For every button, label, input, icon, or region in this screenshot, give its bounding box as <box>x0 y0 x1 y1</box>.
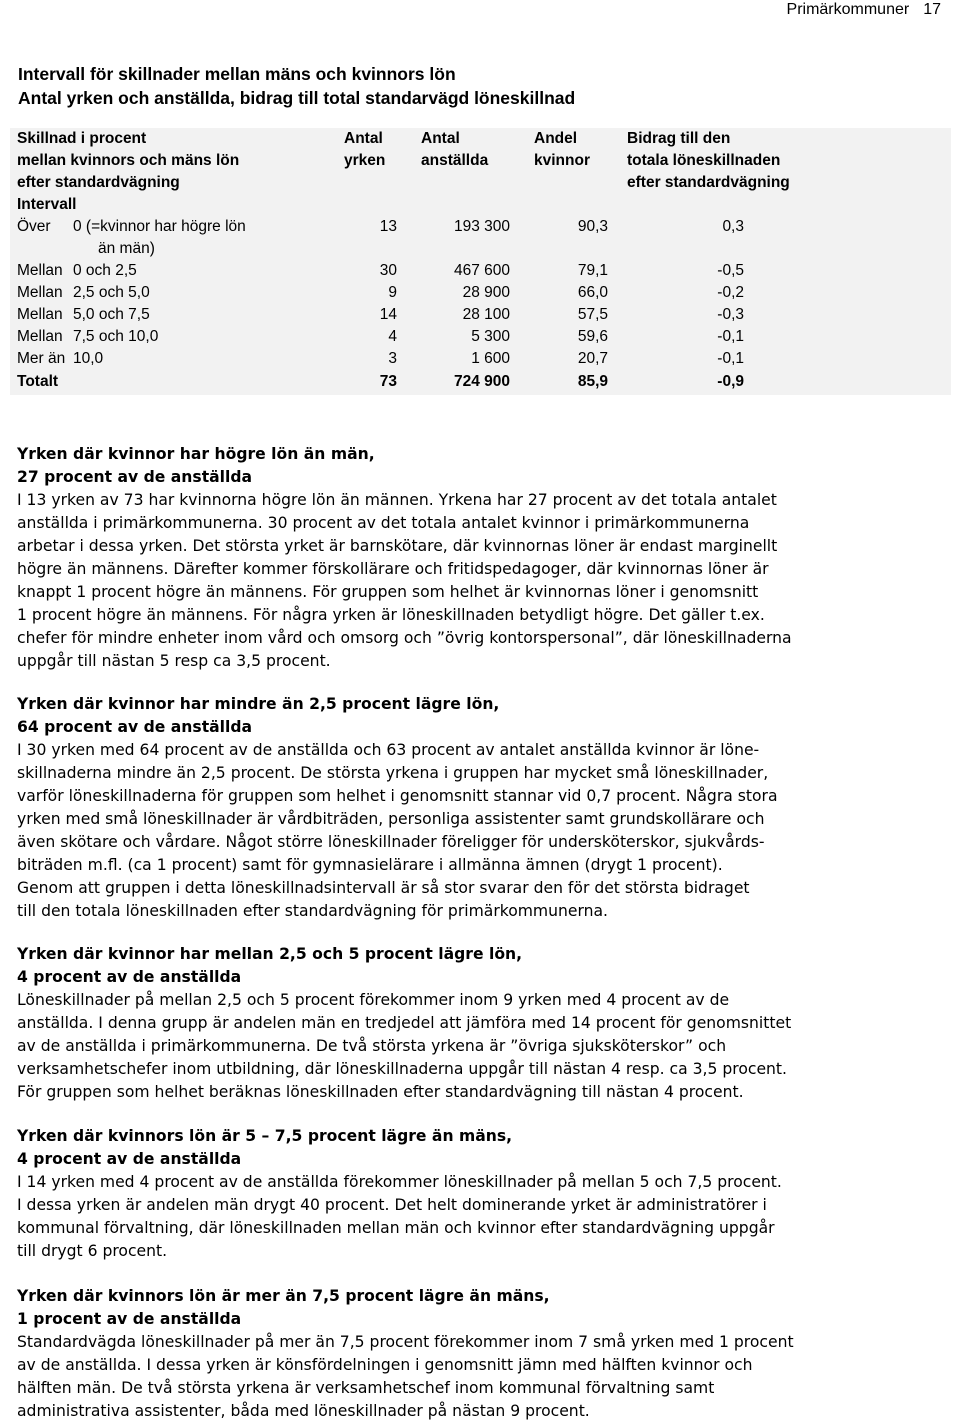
row-5-andel: 20,7 <box>577 350 608 367</box>
section-5-to-7-5 <box>17 1125 952 1263</box>
section-under-2-5 <box>17 693 952 923</box>
page-header <box>787 0 941 20</box>
row-0-range-cont: än män) <box>98 240 155 257</box>
section-5-line: av de anställda. I dessa yrken är könsfördelningen i genomsnitt jämn med hälften kvinnor och <box>17 1356 753 1374</box>
section-2-5-to-5 <box>17 943 952 1104</box>
section-4-heading-line-1: Yrken där kvinnors lön är 5 – 7,5 procent lägre än mäns, <box>17 1127 513 1145</box>
header-andel-kvinnor-line-1: Andel <box>534 130 578 147</box>
row-5-anstallda: 1 600 <box>471 350 510 367</box>
section-4-heading-line-2: 4 procent av de anställda <box>17 1150 242 1168</box>
row-0-anstallda: 193 300 <box>453 218 510 235</box>
header-bidrag-line-3: efter standardvägning <box>627 174 790 191</box>
row-2-anstallda: 28 900 <box>462 284 510 301</box>
row-1-anstallda: 467 600 <box>453 262 510 279</box>
section-5-line: administrativa assistenter, båda med löneskillnader på nästan 9 procent. <box>17 1402 590 1420</box>
row-1-label: Mellan <box>17 262 63 279</box>
section-5-heading-line-2: 1 procent av de anställda <box>17 1310 242 1328</box>
section-1-line: knappt 1 procent högre än männens. För gruppen som helhet är kvinnornas löner i genomsnitt <box>17 583 759 601</box>
header-andel-kvinnor-line-2: kvinnor <box>534 152 590 169</box>
section-2-line: biträden m.fl. (ca 1 procent) samt för gymnasielärare i allmänna ämnen (drygt 1 procent). <box>17 856 723 874</box>
section-3-line: För gruppen som helhet beräknas löneskillnaden efter standardvägning till nästan 4 procent. <box>17 1083 744 1101</box>
row-3-anstallda: 28 100 <box>462 306 510 323</box>
section-3-line: anställda. I denna grupp är andelen män en tredjedel att jämföra med 14 procent för genomsnittet <box>17 1014 792 1032</box>
row-0-yrken: 13 <box>379 218 397 235</box>
section-3-line: Löneskillnader på mellan 2,5 och 5 procent förekommer inom 9 yrken med 4 procent av de <box>17 991 730 1009</box>
section-5-line: Standardvägda löneskillnader på mer än 7,5 procent förekommer inom 7 små yrken med 1 procent <box>17 1333 794 1351</box>
section-1-line: chefer för mindre enheter inom vård och omsorg och ”övrig kontorspersonal”, där löneskillnaderna <box>17 629 792 647</box>
section-3-line: verksamhetschefer inom utbildning, där löneskillnaderna uppgår till nästan 4 resp. ca 3,5 procent. <box>17 1060 788 1078</box>
row-3-bidrag: -0,3 <box>717 306 744 323</box>
header-antal-yrken-line-2: yrken <box>344 152 386 169</box>
page-title <box>18 62 575 110</box>
row-4-yrken: 4 <box>388 328 397 345</box>
section-2-line: I 30 yrken med 64 procent av de anställda och 63 procent av antalet anställda kvinnor är löne- <box>17 741 760 759</box>
header-interval-line-3: efter standardvägning <box>17 174 180 191</box>
row-5-label: Mer än <box>17 350 66 367</box>
row-0-range: 0 (=kvinnor har högre lön <box>73 218 246 235</box>
row-4-anstallda: 5 300 <box>471 328 510 345</box>
total-andel: 85,9 <box>577 373 608 390</box>
row-4-bidrag: -0,1 <box>717 328 744 345</box>
section-2-line: även skötare och vårdare. Något större löneskillnader föreligger för undersköterskor, sjukvårds- <box>17 833 765 851</box>
header-interval-line-4: Intervall <box>17 196 77 213</box>
section-4-line: I dessa yrken är andelen män drygt 40 procent. Det helt dominerande yrket är administratörer i <box>17 1196 767 1214</box>
row-3-range: 5,0 och 7,5 <box>73 306 150 323</box>
section-higher-wage <box>17 443 952 673</box>
row-0-label: Över <box>17 218 51 235</box>
row-2-yrken: 9 <box>388 284 397 301</box>
section-2-line: till den totala löneskillnaden efter standardvägning för primärkommunerna. <box>17 902 609 920</box>
row-5-bidrag: -0,1 <box>717 350 744 367</box>
row-5-yrken: 3 <box>388 350 397 367</box>
header-antal-yrken-line-1: Antal <box>344 130 383 147</box>
section-1-line: uppgår till nästan 5 resp ca 3,5 procent. <box>17 652 331 670</box>
header-bidrag-line-2: totala löneskillnaden <box>627 152 781 169</box>
section-3-line: av de anställda i primärkommunerna. De två största yrkena är ”övriga sjuksköterskor” och <box>17 1037 727 1055</box>
section-5-line: hälften män. De två största yrkena är verksamhetschef inom kommunal förvaltning samt <box>17 1379 715 1397</box>
section-2-line: varför löneskillnaderna för gruppen som helhet i genomsnitt stannar vid 0,7 procent. Några stora <box>17 787 778 805</box>
row-2-andel: 66,0 <box>577 284 608 301</box>
total-yrken: 73 <box>379 373 397 390</box>
header-interval-line-2: mellan kvinnors och mäns lön <box>17 152 240 169</box>
section-1-heading-line-1: Yrken där kvinnor har högre lön än män, <box>17 445 375 463</box>
title-line-2: Antal yrken och anställda, bidrag till total standarvägd löneskillnad <box>18 88 576 108</box>
row-4-label: Mellan <box>17 328 63 345</box>
row-2-bidrag: -0,2 <box>717 284 744 301</box>
section-1-line: arbetar i dessa yrken. Det största yrket är barnskötare, där kvinnornas löner är endast marginellt <box>17 537 778 555</box>
section-5-heading-line-1: Yrken där kvinnors lön är mer än 7,5 procent lägre än mäns, <box>17 1287 550 1305</box>
row-4-range: 7,5 och 10,0 <box>73 328 159 345</box>
row-3-andel: 57,5 <box>577 306 608 323</box>
row-1-yrken: 30 <box>379 262 397 279</box>
section-label: Primärkommuner <box>786 1 910 18</box>
row-4-andel: 59,6 <box>577 328 608 345</box>
row-3-yrken: 14 <box>379 306 397 323</box>
section-2-heading-line-2: 64 procent av de anställda <box>17 718 253 736</box>
section-3-heading-line-2: 4 procent av de anställda <box>17 968 242 986</box>
header-interval-line-1: Skillnad i procent <box>17 130 147 147</box>
section-3-heading-line-1: Yrken där kvinnor har mellan 2,5 och 5 procent lägre lön, <box>17 945 523 963</box>
interval-table <box>10 128 951 395</box>
row-2-label: Mellan <box>17 284 63 301</box>
header-bidrag-line-1: Bidrag till den <box>627 130 731 147</box>
section-4-line: till drygt 6 procent. <box>17 1242 168 1260</box>
section-1-line: 1 procent högre än männens. För några yrken är löneskillnaden betydligt högre. Det gäller t.ex. <box>17 606 765 624</box>
section-1-line: I 13 yrken av 73 har kvinnorna högre lön än männen. Yrkena har 27 procent av det totala antalet <box>17 491 777 509</box>
row-5-range: 10,0 <box>73 350 104 367</box>
section-1-heading-line-2: 27 procent av de anställda <box>17 468 253 486</box>
total-label: Totalt <box>17 373 59 390</box>
row-1-andel: 79,1 <box>577 262 608 279</box>
row-1-range: 0 och 2,5 <box>73 262 137 279</box>
header-antal-anstallda-line-2: anställda <box>421 152 489 169</box>
total-anstallda: 724 900 <box>453 373 510 390</box>
header-antal-anstallda-line-1: Antal <box>421 130 460 147</box>
section-2-line: Genom att gruppen i detta löneskillnadsintervall är så stor svarar den för det största bidraget <box>17 879 750 897</box>
page-number: 17 <box>923 1 941 18</box>
row-1-bidrag: -0,5 <box>717 262 744 279</box>
row-0-andel: 90,3 <box>577 218 608 235</box>
total-bidrag: -0,9 <box>717 373 744 390</box>
section-2-line: yrken med små löneskillnader är vårdbiträden, personliga assistenter samt grundskollärare och <box>17 810 765 828</box>
section-4-line: kommunal förvaltning, där löneskillnaden mellan män och kvinnor efter standardvägning uppgår <box>17 1219 775 1237</box>
section-1-line: anställda i primärkommunerna. 30 procent av det totala antalet kvinnor i primärkommunerna <box>17 514 750 532</box>
section-1-line: högre än männens. Därefter kommer förskollärare och fritidspedagoger, där kvinnornas löner är <box>17 560 769 578</box>
row-0-bidrag: 0,3 <box>722 218 744 235</box>
section-2-line: skillnaderna mindre än 2,5 procent. De största yrkena i gruppen har mycket små löneskillnader, <box>17 764 769 782</box>
section-4-line: I 14 yrken med 4 procent av de anställda förekommer löneskillnader på mellan 5 och 7,5 procent. <box>17 1173 782 1191</box>
section-2-heading-line-1: Yrken där kvinnor har mindre än 2,5 procent lägre lön, <box>17 695 500 713</box>
row-3-label: Mellan <box>17 306 63 323</box>
title-line-1: Intervall för skillnader mellan mäns och kvinnors lön <box>18 64 456 84</box>
section-over-7-5 <box>17 1285 952 1423</box>
row-2-range: 2,5 och 5,0 <box>73 284 150 301</box>
